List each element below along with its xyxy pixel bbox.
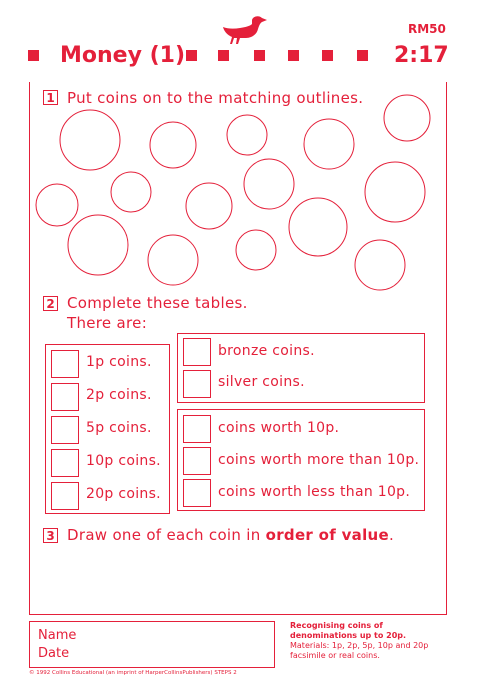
answer-box[interactable] bbox=[51, 416, 79, 444]
activity-code: RM50 bbox=[408, 22, 446, 36]
metal-count-table bbox=[177, 333, 425, 403]
answer-box[interactable] bbox=[51, 482, 79, 510]
question-number-2: 2 bbox=[43, 296, 58, 311]
question-number-3: 3 bbox=[43, 528, 58, 543]
answer-box[interactable] bbox=[51, 383, 79, 411]
table-row-label: 2p coins. bbox=[86, 387, 152, 403]
table-row-label: coins worth less than 10p. bbox=[218, 484, 411, 500]
coin-outline bbox=[148, 235, 198, 285]
value-count-table bbox=[177, 409, 425, 511]
coin-outline bbox=[289, 198, 347, 256]
coin-outline bbox=[236, 230, 276, 270]
answer-box[interactable] bbox=[183, 447, 211, 475]
page-number: 2:17 bbox=[394, 43, 449, 68]
question-3-plain: Draw one of each coin in bbox=[67, 526, 266, 544]
coin-outline bbox=[36, 184, 78, 226]
table-row-label: 5p coins. bbox=[86, 420, 152, 436]
coin-outline bbox=[244, 159, 294, 209]
answer-box[interactable] bbox=[183, 338, 211, 366]
answer-box[interactable] bbox=[183, 370, 211, 398]
answer-box[interactable] bbox=[183, 479, 211, 507]
name-label[interactable]: Name bbox=[38, 628, 77, 643]
table-row-label: coins worth more than 10p. bbox=[218, 452, 420, 468]
table-row-label: 20p coins. bbox=[86, 486, 161, 502]
table-row-label: coins worth 10p. bbox=[218, 420, 340, 436]
coin-outline bbox=[150, 122, 196, 168]
question-3-emphasis: order of value bbox=[265, 526, 389, 544]
question-1-text: Put coins on to the matching outlines. bbox=[67, 89, 364, 107]
date-label[interactable]: Date bbox=[38, 646, 70, 661]
coin-outline bbox=[384, 95, 430, 141]
coin-outline bbox=[304, 119, 354, 169]
question-number-1: 1 bbox=[43, 90, 58, 105]
question-3-text bbox=[67, 526, 394, 544]
teacher-note bbox=[290, 621, 446, 661]
coin-count-table bbox=[45, 344, 170, 514]
table-row-label: 10p coins. bbox=[86, 453, 161, 469]
answer-box[interactable] bbox=[51, 449, 79, 477]
table-row-label: silver coins. bbox=[218, 374, 305, 390]
question-2-subtext: There are: bbox=[67, 314, 148, 332]
coin-outline bbox=[60, 110, 120, 170]
question-3-end: . bbox=[389, 526, 395, 544]
coin-outline bbox=[355, 240, 405, 290]
coin-outline bbox=[227, 115, 267, 155]
name-date-box bbox=[29, 621, 275, 668]
coin-outline bbox=[111, 172, 151, 212]
table-row-label: 1p coins. bbox=[86, 354, 152, 370]
answer-box[interactable] bbox=[183, 415, 211, 443]
copyright: © 1992 Collins Educational (an imprint of HarperCollinsPublishers) STEPS 2 bbox=[29, 670, 237, 676]
teacher-note-materials: Materials: 1p, 2p, 5p, 10p and 20p facsimile or real coins. bbox=[290, 641, 429, 660]
coin-outline bbox=[365, 162, 425, 222]
table-row-label: bronze coins. bbox=[218, 343, 315, 359]
page-title: Money (1) bbox=[60, 43, 186, 68]
teacher-note-objective: Recognising coins of denominations up to 20p. bbox=[290, 621, 407, 640]
answer-box[interactable] bbox=[51, 350, 79, 378]
coin-outline bbox=[186, 183, 232, 229]
coin-outline bbox=[68, 215, 128, 275]
question-2-text: Complete these tables. bbox=[67, 294, 248, 312]
